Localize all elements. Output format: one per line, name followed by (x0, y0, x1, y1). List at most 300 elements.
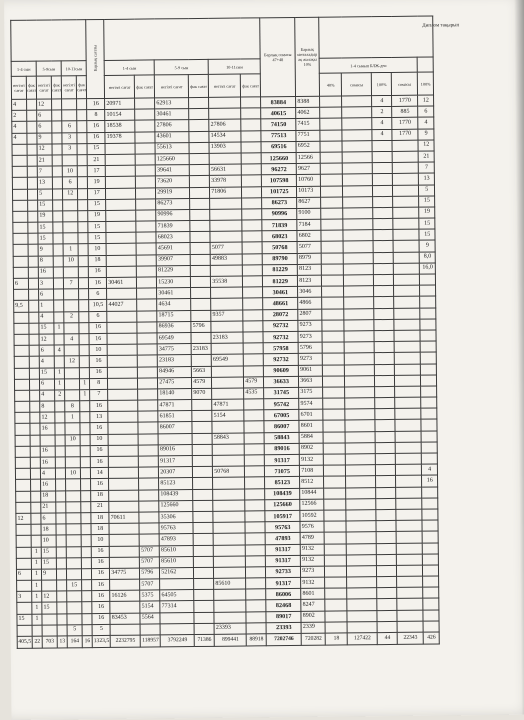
cell-s: 89790 (262, 253, 297, 265)
cell-c: 12 (37, 144, 52, 155)
cell-e (65, 378, 80, 389)
cell-f (81, 479, 91, 490)
cell-t: 15 (88, 233, 106, 244)
cell-s10: 4062 (296, 107, 320, 118)
cell-p3: 43601 (155, 131, 189, 143)
cell-t: 16 (87, 121, 105, 132)
cell-a (15, 457, 30, 468)
cell-x3 (373, 207, 393, 218)
cell-c: 16 (41, 479, 56, 490)
cell-x5 (422, 509, 438, 520)
cell-x3 (377, 576, 397, 587)
cell-d (52, 144, 62, 155)
cell-x2 (343, 196, 373, 208)
cell-e (64, 300, 79, 311)
cell-c: 15 (42, 602, 57, 613)
cell-p2 (139, 478, 159, 489)
cell-s: 86273 (262, 197, 297, 209)
cell-p2 (138, 434, 158, 445)
cell-c: 6 (39, 289, 54, 300)
cell-p6 (246, 611, 266, 622)
cell-d: 1 (55, 379, 65, 390)
cell-p2 (137, 299, 157, 310)
cell-p4 (189, 120, 209, 131)
total-cell-e: 164 (67, 636, 82, 648)
cell-d (54, 356, 64, 367)
cell-p4: 9070 (192, 388, 212, 399)
cell-a (16, 480, 31, 491)
cell-p6 (242, 231, 262, 242)
cell-p1 (108, 445, 138, 457)
cell-x1 (322, 309, 344, 320)
cell-p4 (189, 109, 209, 120)
cell-t: 15 (88, 199, 106, 210)
cell-s: 92732 (263, 331, 298, 343)
cell-c: 15 (38, 200, 53, 211)
cell-x4 (393, 252, 419, 263)
cell-s10: 9574 (299, 398, 323, 409)
cell-b (30, 401, 40, 412)
cell-x1 (322, 320, 344, 331)
cell-p5: 14534 (209, 131, 241, 143)
cell-f (79, 345, 89, 356)
cell-b (31, 491, 41, 502)
cell-b (27, 189, 37, 200)
cell-f (81, 490, 91, 501)
total-cell-s: 7202746 (266, 633, 301, 645)
cell-p2 (139, 534, 159, 545)
cell-p1 (107, 355, 137, 367)
cell-x3 (375, 409, 395, 420)
cell-p6 (245, 466, 265, 477)
cell-p2 (137, 355, 157, 366)
cell-t: 16 (89, 322, 107, 333)
cell-s10: 8247 (301, 600, 325, 611)
cell-a (12, 178, 27, 189)
cell-e: 6 (63, 177, 78, 188)
cell-s10: 3046 (298, 286, 322, 297)
cell-f (81, 513, 91, 524)
cell-x2 (344, 297, 374, 309)
cell-e (66, 557, 81, 568)
cell-a (17, 625, 32, 636)
cell-x1 (322, 275, 344, 286)
cell-x3 (374, 342, 394, 353)
years-5-9-header: 5-9сын (36, 61, 61, 76)
cell-s: 36633 (264, 376, 299, 388)
cell-p4 (194, 612, 214, 623)
cell-x1 (323, 376, 345, 387)
cell-x4 (394, 274, 420, 285)
cell-s: 91317 (266, 555, 301, 567)
cell-p3: 18715 (157, 310, 191, 322)
cell-x5: 15 (419, 229, 435, 240)
cell-s10: 8902 (299, 443, 323, 454)
cell-t: 15 (88, 222, 106, 233)
cell-d: 1 (54, 367, 64, 378)
cell-p1 (109, 534, 139, 546)
cell-s10: 5796 (298, 342, 322, 353)
cell-s: 68023 (262, 231, 297, 243)
cell-t: 17 (88, 188, 106, 199)
cell-p2 (135, 154, 155, 165)
cell-p5: 9357 (211, 310, 243, 322)
cell-p6 (242, 209, 262, 220)
cell-t: 5 (92, 624, 110, 635)
cell-p6 (242, 197, 262, 208)
cell-p1 (107, 344, 137, 356)
cell-f: 1 (80, 389, 90, 400)
cell-x4 (396, 464, 422, 475)
cell-a (14, 379, 29, 390)
cell-x3 (374, 330, 394, 341)
cell-p3: 45691 (156, 243, 190, 255)
cell-s: 92732 (263, 354, 298, 366)
cell-p5 (210, 231, 242, 243)
cell-f (80, 434, 90, 445)
cell-s: 85123 (265, 477, 300, 489)
cell-p5 (211, 287, 243, 299)
cell-a: 2 (12, 110, 27, 121)
cell-p3: 108439 (159, 489, 193, 501)
cell-t: 16 (89, 277, 107, 288)
cell-p5: 5077 (210, 242, 242, 254)
cell-a (17, 580, 32, 591)
cell-p1 (106, 176, 136, 188)
cell-x2 (347, 588, 377, 600)
cell-x4 (395, 375, 421, 386)
cell-s: 95742 (264, 398, 299, 410)
cell-p1 (109, 546, 139, 558)
cell-c: 4 (40, 390, 55, 401)
cell-p5: 33978 (210, 175, 242, 187)
cell-p2 (136, 221, 156, 232)
cell-s10: 9132 (300, 454, 324, 465)
cell-p3 (160, 612, 194, 624)
cell-p4 (189, 153, 209, 164)
cell-p1 (108, 434, 138, 446)
cell-f (82, 591, 92, 602)
cell-x3 (376, 498, 396, 509)
cell-p1: 34775 (110, 568, 140, 580)
cell-p3: 55613 (155, 142, 189, 154)
cell-d (55, 435, 65, 446)
cell-f (78, 188, 88, 199)
cell-x1 (322, 353, 344, 364)
cell-p5 (212, 388, 244, 400)
cell-p4 (190, 209, 210, 220)
cell-p5: 13903 (209, 142, 241, 154)
cell-b: 1 (32, 580, 42, 591)
cell-e (67, 613, 82, 624)
cell-p6 (246, 567, 266, 578)
cell-p5: 27806 (209, 119, 241, 131)
cell-p4 (190, 254, 210, 265)
pay-sub-fact-2: фак сағат (189, 74, 209, 97)
cell-s10: 9273 (301, 566, 325, 577)
cell-a (15, 390, 30, 401)
cell-x2 (344, 319, 374, 331)
cell-c: 18 (41, 524, 56, 535)
cell-e (67, 569, 82, 580)
cell-s10: 10173 (297, 186, 321, 197)
cell-p3: 47893 (159, 534, 193, 546)
cell-p5: 47871 (212, 399, 244, 411)
cell-f (77, 166, 87, 177)
cell-x3 (375, 420, 395, 431)
cell-p2 (136, 199, 156, 210)
cell-p4 (191, 276, 211, 287)
cell-d (55, 468, 65, 479)
cell-p2: 5154 (140, 601, 160, 612)
cell-s: 74150 (261, 119, 296, 131)
years-10-11-header: 10-11сын (61, 61, 86, 76)
sub-vish-2: негізгі сағат (36, 76, 51, 99)
cell-p6 (244, 365, 264, 376)
cell-s: 125660 (265, 499, 300, 511)
cell-f (82, 568, 92, 579)
cell-p1: 20971 (105, 98, 135, 110)
cell-t: 7 (90, 389, 108, 400)
cell-p2 (135, 109, 155, 120)
cell-t: 18 (91, 490, 109, 501)
cell-p6 (244, 399, 264, 410)
cell-c (40, 435, 55, 446)
col-100-header: 100% (372, 72, 392, 95)
cell-p3 (158, 433, 192, 445)
cell-p6: 4579 (244, 376, 264, 387)
cell-f (77, 155, 87, 166)
cell-e (63, 199, 78, 210)
cell-s10: 10592 (300, 510, 324, 521)
cell-s: 91317 (266, 577, 301, 589)
cell-x2 (346, 510, 376, 522)
cell-x2 (343, 174, 373, 186)
cell-a (14, 289, 29, 300)
cell-b (31, 513, 41, 524)
cell-p1 (110, 557, 140, 569)
cell-c: 15 (38, 222, 53, 233)
cell-x2 (344, 342, 374, 354)
cell-x3 (373, 230, 393, 241)
cell-x1 (325, 588, 347, 599)
cell-p3: 84946 (158, 366, 192, 378)
cell-a: 12 (16, 513, 31, 524)
cell-b (28, 222, 38, 233)
cell-x1 (324, 510, 346, 521)
cell-e: 1 (63, 244, 78, 255)
cell-p2 (136, 210, 156, 221)
cell-t: 19 (88, 210, 106, 221)
cell-p3: 15230 (157, 277, 191, 289)
cell-t: 16 (90, 423, 108, 434)
cell-s10: 6701 (299, 409, 323, 420)
cell-x2 (343, 241, 373, 253)
cell-d (53, 244, 63, 255)
cell-x2 (342, 129, 372, 141)
cell-s: 58843 (264, 432, 299, 444)
cell-s10: 9273 (298, 353, 322, 364)
cell-x3 (372, 163, 392, 174)
cell-x5 (420, 285, 436, 296)
cell-s10: 4866 (298, 298, 322, 309)
cell-p5 (211, 343, 243, 355)
cell-p5 (213, 489, 245, 501)
cell-x3 (376, 543, 396, 554)
cell-s: 67005 (264, 410, 299, 422)
cell-b (29, 301, 39, 312)
cell-x5: 4 (422, 464, 438, 475)
cell-a (12, 144, 27, 155)
total-cell-p3: 3792249 (160, 635, 194, 647)
cell-x3 (374, 286, 394, 297)
cell-b (30, 446, 40, 457)
cell-s10: 8627 (297, 197, 321, 208)
cell-p3: 20307 (159, 467, 193, 479)
cell-e (66, 501, 81, 512)
cell-d (53, 222, 63, 233)
cell-p6 (244, 444, 264, 455)
cell-c: 10 (41, 535, 56, 546)
cell-p3: 27475 (158, 377, 192, 389)
cell-s: 81229 (263, 264, 298, 276)
cell-x1 (321, 241, 343, 252)
cell-p1 (109, 478, 139, 490)
cell-p2 (137, 288, 157, 299)
cell-t: 16 (90, 367, 108, 378)
cell-p6 (242, 186, 262, 197)
cell-p3: 39907 (156, 254, 190, 266)
cell-f (81, 501, 91, 512)
cell-s: 71075 (265, 466, 300, 478)
cell-p2: 5564 (140, 613, 160, 624)
cell-s10: 7184 (297, 219, 321, 230)
cell-f (77, 132, 87, 143)
cell-t: 21 (87, 154, 105, 165)
cell-x2 (347, 599, 377, 611)
cell-c: 16 (38, 267, 53, 278)
cell-f (82, 613, 92, 624)
cell-c: 4 (40, 468, 55, 479)
cell-f (82, 602, 92, 613)
cell-x4 (397, 587, 423, 598)
cell-p1: 70611 (109, 512, 139, 524)
cell-t: 16 (91, 456, 109, 467)
cell-x1 (322, 286, 344, 297)
cell-p6 (244, 421, 264, 432)
cell-x3 (374, 274, 394, 285)
cell-x1 (323, 364, 345, 375)
cell-s10: 8601 (301, 588, 325, 599)
cell-p2 (135, 98, 155, 109)
cell-e: 6 (62, 121, 77, 132)
diploma-header (319, 16, 433, 58)
cell-c: 1 (39, 300, 54, 311)
cell-p1: 44027 (107, 299, 137, 311)
cell-x3 (377, 565, 397, 576)
cell-x2 (344, 275, 374, 287)
cell-p3: 86007 (158, 422, 192, 434)
cell-p2 (136, 176, 156, 187)
cell-e (65, 423, 80, 434)
cell-p3: 125660 (155, 154, 189, 166)
cell-p3: 23183 (157, 355, 191, 367)
cell-p2 (138, 422, 158, 433)
cell-p3: 73620 (156, 176, 190, 188)
cell-p3: 86273 (156, 198, 190, 210)
cell-b (29, 334, 39, 345)
cell-p2 (139, 456, 159, 467)
cell-d (57, 569, 67, 580)
cell-t: 16 (92, 568, 110, 579)
cell-p5 (211, 265, 243, 277)
cell-p2: 5375 (140, 590, 160, 601)
cell-x2 (344, 331, 374, 343)
cell-p1 (106, 199, 136, 211)
cell-b (28, 245, 38, 256)
cell-p4 (192, 433, 212, 444)
cell-c: 15 (41, 558, 56, 569)
cell-s10: 8123 (298, 264, 322, 275)
cell-d (52, 121, 62, 132)
cell-f (81, 468, 91, 479)
cell-f (82, 580, 92, 591)
cell-a (16, 524, 31, 535)
cell-x2 (344, 286, 374, 298)
cell-x3 (374, 353, 394, 364)
cell-x1 (323, 409, 345, 420)
cell-p4 (193, 455, 213, 466)
cell-s: 92732 (263, 320, 298, 332)
cell-d (53, 267, 63, 278)
cell-x5 (421, 408, 437, 419)
cell-a (16, 558, 31, 569)
cell-a (16, 502, 31, 513)
cell-p5 (212, 421, 244, 433)
cell-x1 (325, 611, 347, 622)
cell-p6 (243, 287, 263, 298)
cell-x4 (394, 263, 420, 274)
cell-p2 (138, 378, 158, 389)
cell-x5 (420, 308, 436, 319)
cell-p5 (213, 455, 245, 467)
cell-a (15, 424, 30, 435)
cell-p2: 5707 (140, 579, 160, 590)
cell-e: 1 (65, 412, 80, 423)
cell-p5: 23393 (214, 623, 246, 635)
cell-p3: 64505 (160, 590, 194, 602)
cell-x5: 12 (418, 95, 434, 106)
cell-x3 (375, 375, 395, 386)
cell-s10: 2807 (298, 309, 322, 320)
cell-p3: 18140 (158, 388, 192, 400)
cell-x5: 5 (419, 185, 435, 196)
cell-t: 13 (90, 412, 108, 423)
cell-d (52, 166, 62, 177)
cell-s: 30461 (263, 287, 298, 299)
cell-f (80, 445, 90, 456)
cell-s10: 5884 (299, 432, 323, 443)
cell-e (62, 110, 77, 121)
cell-x5 (423, 621, 439, 632)
cell-x2 (344, 308, 374, 320)
cell-c: 6 (40, 379, 55, 390)
cell-p4 (191, 299, 211, 310)
cell-p3: 29919 (156, 187, 190, 199)
cell-d (57, 625, 67, 636)
cell-a: 3 (17, 591, 32, 602)
cell-p1: 19378 (105, 132, 135, 144)
